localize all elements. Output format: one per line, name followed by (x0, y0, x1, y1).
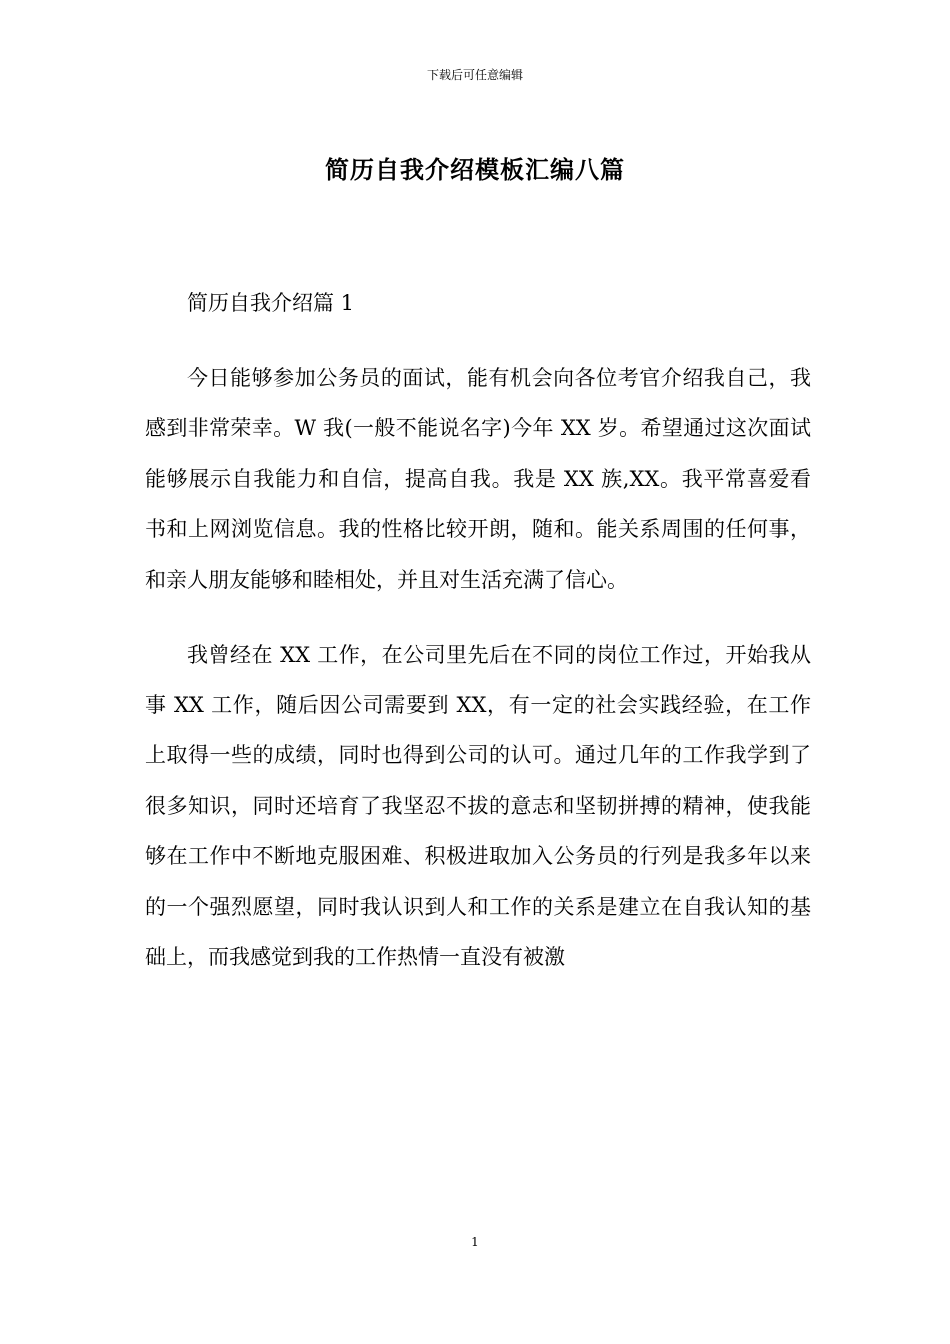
page-number: 1 (471, 1235, 479, 1249)
body-text (145, 353, 811, 1007)
paragraph: 今日能够参加公务员的面试，能有机会向各位考官介绍我自己，我感到非常荣幸。W 我(一般不能说名字)今年 XX 岁。希望通过这次面试能够展示自我能力和自信，提高自我。我是 XX 族,XX。我平常喜爱看书和上网浏览信息。我的性格比较开朗，随和。能关系周围的任何事，和亲人朋友能够和睦相处，并且对生活充满了信心。 (145, 366, 811, 592)
header-note: 下载后可任意编辑 (426, 68, 523, 82)
document-title: 简历自我介绍模板汇编八篇 (325, 155, 625, 184)
section-heading: 简历自我介绍篇 1 (187, 291, 355, 315)
paragraph: 我曾经在 XX 工作，在公司里先后在不同的岗位工作过，开始我从事 XX 工作，随后因公司需要到 XX，有一定的社会实践经验，在工作上取得一些的成绩，同时也得到公司的认可。通过几年的工作我学到了很多知识，同时还培育了我坚忍不拔的意志和坚韧拼搏的精神，使我能够在工作中不断地克服困难、积极进取加入公务员的行列是我多年以来的一个强烈愿望，同时我认识到人和工作的关系是建立在自我认知的基础上，而我感觉到我的工作热情一直没有被激 (145, 642, 811, 970)
